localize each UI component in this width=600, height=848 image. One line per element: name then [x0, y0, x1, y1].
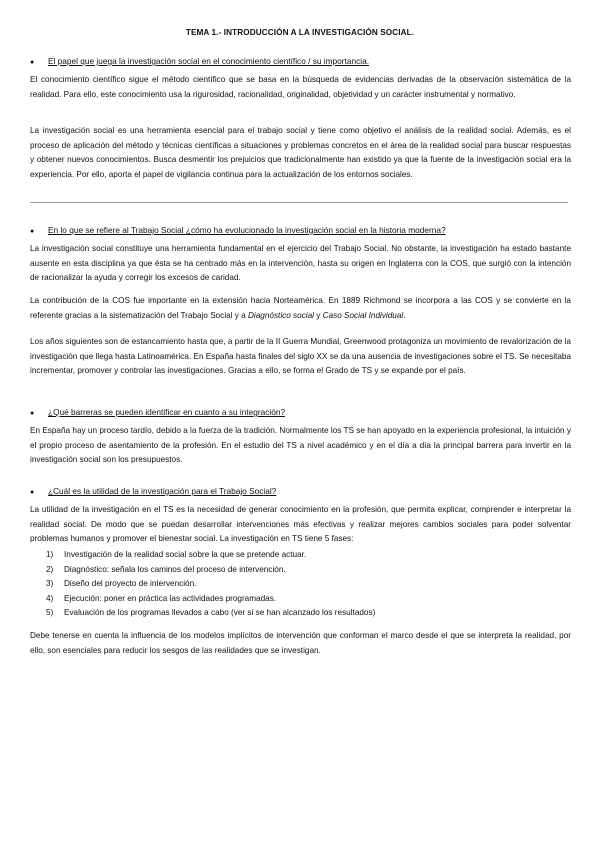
paragraph: El conocimiento científico sigue el método científico que se basa en la búsqueda de evidencias derivadas de la observación sistemática de la realidad. Para ello, este conocimiento usa la rigurosidad, racionalidad, originalidad, objetividad y un carácter instrumental y normativo. [30, 75, 571, 99]
list-item [30, 548, 570, 563]
list-text: Evaluación de los programas llevados a cabo (ver si se han alcanzado los resultados) [64, 608, 376, 617]
phases-list [30, 548, 570, 621]
heading-text: El papel que juega la investigación social en el conocimiento científico / su importancia. [48, 56, 369, 66]
book-title: Caso Social Individual [322, 310, 404, 320]
paragraph: Debe tenerse en cuenta la influencia de los modelos implícitos de intervención que conforman el marco desde el que se interpreta la realidad, por ello, son esenciales para reducir los sesgos de las realidades que se investigan. [30, 631, 571, 655]
list-number: 3) [46, 579, 54, 588]
section-divider [30, 202, 568, 203]
document-title: TEMA 1.- INTRODUCCIÓN A LA INVESTIGACIÓN SOCIAL. [185, 28, 415, 37]
section-heading-barriers [30, 407, 570, 417]
list-number: 2) [46, 564, 54, 574]
list-item [30, 563, 570, 578]
section-heading-importance [30, 56, 570, 66]
text-run: y [314, 310, 323, 320]
paragraph: En España hay un proceso tardío, debido a la fuerza de la tradición. Normalmente los TS se han apoyado en la experiencia profesional, la intuición y el propio proceso de asentamiento de la profesión. En el estudio del TS a nivel académico y en el día a día la principal barrera para invertir en la investigación social son los presupuestos. [30, 426, 571, 465]
text-run: La contribución de la COS fue importante en la extensión hacia Norteamérica. En 1889 Richmond se incorpora a las COS y se convierte en la referente gracias a la sistematización del Trabajo Social y a [30, 296, 571, 320]
paragraph: La investigación social constituye una herramienta fundamental en el ejercicio del Trabajo Social. No obstante, la investigación ha estado bastante ausente en esta disciplina ya que ésta se ha centrado más en la intervención, hasta su origen en Inglaterra con la COS, que surgió con la intención de racionalizar la ayuda y corregir los excesos de caridad. [30, 244, 571, 283]
heading-text: ¿Cuál es la utilidad de la investigación para el Trabajo Social? [48, 486, 277, 496]
list-item [30, 592, 570, 607]
list-item [30, 606, 570, 621]
section-heading-utility [30, 486, 570, 496]
paragraph: La investigación social es una herramienta esencial para el trabajo social y tiene como objetivo el análisis de la realidad social. Además, es el proceso de aplicación del método y técnicas científicas a situaciones y problemas concretos en el área de la realidad social para buscar respuestas y obtener nuevos conocimientos. Busca desmentir los prejuicios que tradicionalmente han existido ya que la fuente de la investigación social era la experiencia. Por ello, aporta el papel de vigilancia continua para la actualización de los entornos sociales. [30, 126, 571, 179]
bullet-icon: ● [30, 410, 35, 417]
bullet-icon: ● [30, 228, 35, 235]
text-run: . [403, 310, 406, 320]
bullet-icon: ● [30, 489, 35, 496]
list-number: 4) [46, 593, 54, 603]
list-text: Ejecución: poner en práctica las actividades programadas. [64, 593, 277, 603]
list-text: Investigación de la realidad social sobre la que se pretende actuar. [64, 550, 307, 559]
list-text: Diseño del proyecto de intervención. [64, 579, 197, 588]
heading-text: En lo que se refiere al Trabajo Social ¿cómo ha evolucionado la investigación social en la historia moderna? [48, 225, 446, 235]
heading-text: ¿Qué barreras se pueden identificar en cuanto a su integración? [48, 407, 286, 417]
list-number: 5) [46, 608, 54, 617]
paragraph: Los años siguientes son de estancamiento hasta que, a partir de la II Guerra Mundial, Greenwood protagoniza un movimiento de revalorización de la investigación que llega hasta Latinoamérica. En España hasta finales del siglo XX se da una ausencia de investigaciones sobre el TS. Se necesitaba incrementar, promover y controlar las investigaciones. Gracias a ello, se forma el Grado de TS y se expande por el país. [30, 337, 571, 376]
list-number: 1) [46, 550, 54, 559]
list-text: Diagnóstico: señala los caminos del proceso de intervención. [64, 564, 286, 574]
list-item [30, 577, 570, 592]
paragraph-cos [30, 294, 571, 323]
book-title: Diagnóstico social [248, 310, 314, 320]
section-heading-evolution [30, 225, 570, 235]
bullet-icon: ● [30, 59, 35, 66]
paragraph: La utilidad de la investigación en el TS es la necesidad de generar conocimiento en la profesión, que permita explicar, comprender e interpretar la realidad social. De modo que se puedan desarrollar intervenciones más efectivas y realizar mejores cambios sociales para poder solventar problemas humanos y promover el bienestar social. La investigación en TS tiene 5 fases: [30, 505, 571, 544]
